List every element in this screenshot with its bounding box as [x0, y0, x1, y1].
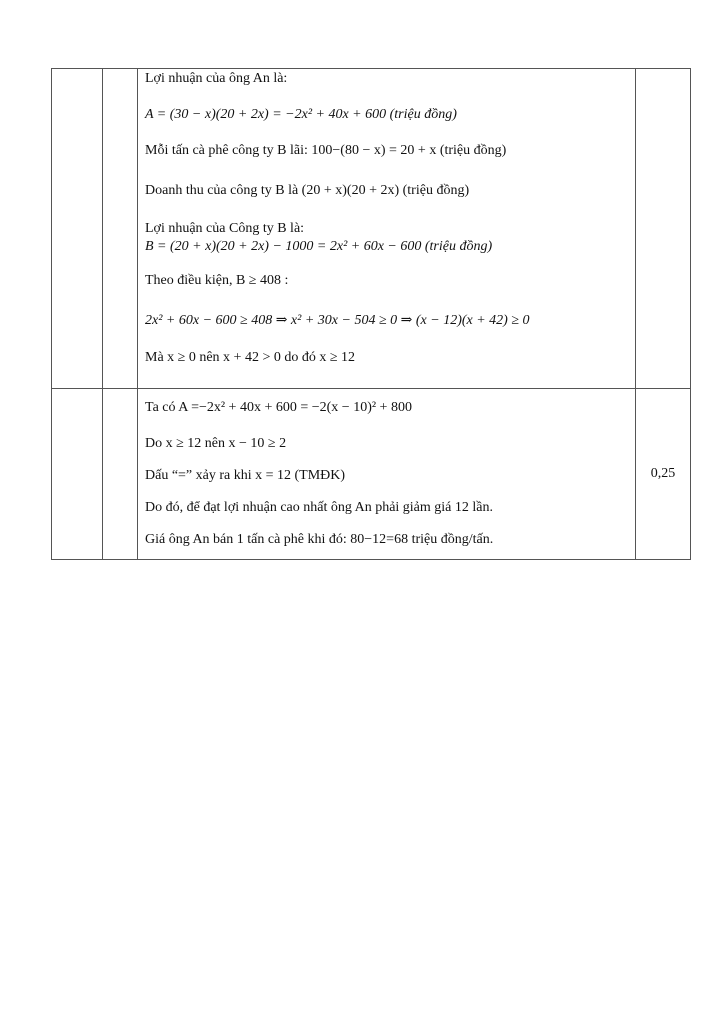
- solution-line: Doanh thu của công ty B là (20 + x)(20 + 2x) (triệu đồng): [145, 183, 470, 198]
- table-row: [52, 69, 691, 389]
- solution-line: Mỗi tấn cà phê công ty B lãi: 100−(80 − x) = 20 + x (triệu đồng): [145, 143, 507, 158]
- question-number-cell: [52, 389, 103, 560]
- solution-line: Lợi nhuận của ông An là:: [145, 71, 288, 86]
- part-cell: [103, 69, 138, 389]
- table-row: [52, 389, 691, 560]
- solution-cell: [138, 389, 636, 560]
- formula-line: 2x² + 60x − 600 ≥ 408 ⇒ x² + 30x − 504 ≥ 0 ⇒ (x − 12)(x + 42) ≥ 0: [145, 313, 530, 328]
- solution-line: Do x ≥ 12 nên x − 10 ≥ 2: [145, 436, 287, 451]
- question-number-cell: [52, 69, 103, 389]
- solution-line: Lợi nhuận của Công ty B là:: [145, 221, 305, 236]
- solution-line: Do đó, để đạt lợi nhuận cao nhất ông An phải giảm giá 12 lần.: [145, 500, 493, 515]
- solution-line: Mà x ≥ 0 nên x + 42 > 0 do đó x ≥ 12: [145, 350, 356, 365]
- solution-cell: [138, 69, 636, 389]
- solution-line: Giá ông An bán 1 tấn cà phê khi đó: 80−12=68 triệu đồng/tấn.: [145, 532, 494, 547]
- formula-line: A = (30 − x)(20 + 2x) = −2x² + 40x + 600 (triệu đồng): [145, 107, 457, 122]
- solution-line: Theo điều kiện, B ≥ 408 :: [145, 273, 289, 288]
- score-value: 0,25: [650, 466, 676, 481]
- solution-line: Ta có A =−2x² + 40x + 600 = −2(x − 10)² + 800: [145, 400, 412, 415]
- solution-table: [51, 68, 691, 560]
- score-cell: [636, 389, 691, 560]
- score-cell: [636, 69, 691, 389]
- solution-line: Dấu “=” xảy ra khi x = 12 (TMĐK): [145, 468, 346, 483]
- formula-line: B = (20 + x)(20 + 2x) − 1000 = 2x² + 60x − 600 (triệu đồng): [145, 239, 493, 254]
- part-cell: [103, 389, 138, 560]
